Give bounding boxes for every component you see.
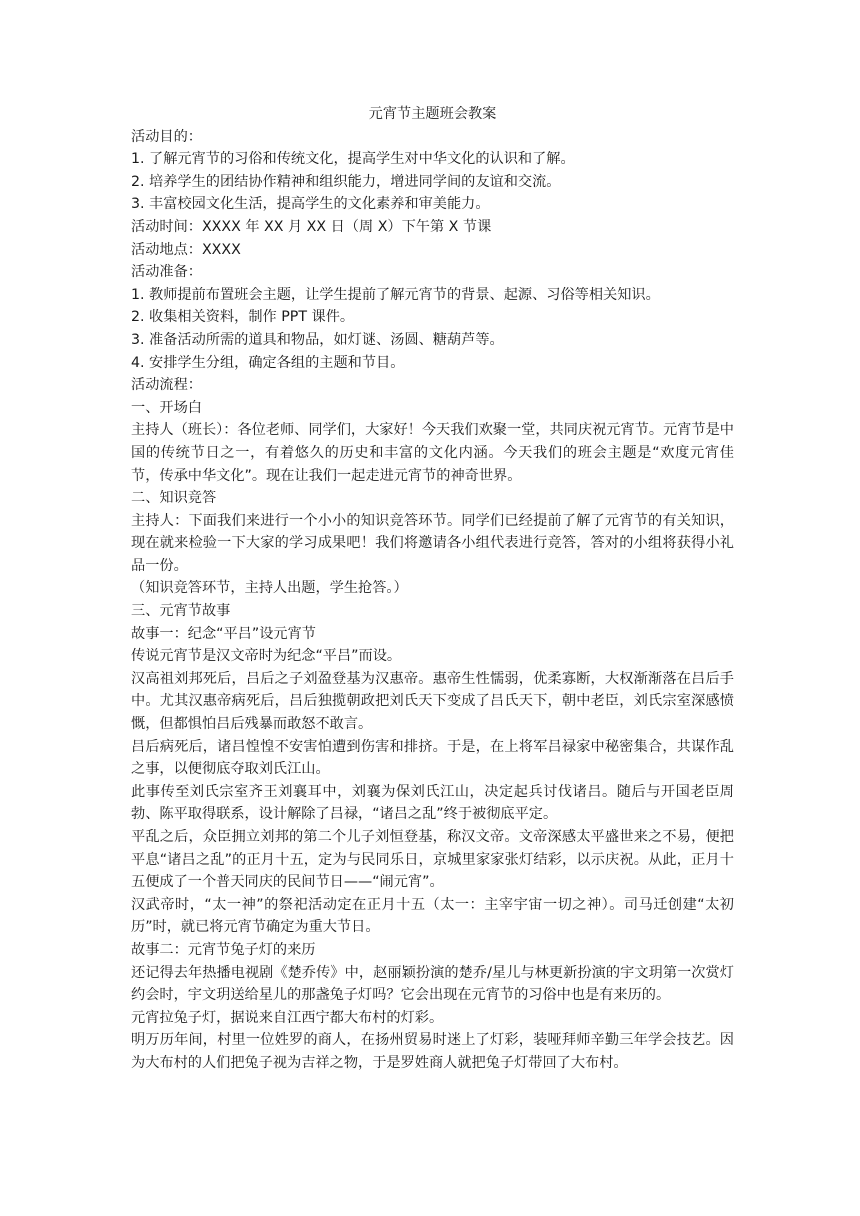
story-paragraph: 吕后病死后，诸吕惶惶不安害怕遭到伤害和排挤。于是，在上将军吕禄家中秘密集合，共谋作乱之事，以便彻底夺取刘氏江山。	[131, 738, 734, 778]
purpose-item: 3. 丰富校园文化生活，提高学生的文化素养和审美能力。	[131, 196, 490, 213]
story-heading: 故事一：纪念“平吕”设元宵节	[131, 625, 316, 642]
section-heading: 三、元宵节故事	[131, 603, 231, 620]
purpose-item: 1. 了解元宵节的习俗和传统文化，提高学生对中华文化的认识和了解。	[131, 151, 575, 168]
flow-heading: 活动流程：	[131, 377, 202, 394]
activity-time: 活动时间：XXXX 年 XX 月 XX 日（周 X）下午第 X 节课	[131, 218, 492, 235]
story-paragraph: 元宵拉兔子灯，据说来自江西宁都大布村的灯彩。	[131, 1009, 444, 1026]
story-paragraph: 平乱之后，众臣拥立刘邦的第二个儿子刘恒登基，称汉文帝。文帝深感太平盛世来之不易，便把平息“诸吕之乱”的正月十五，定为与民同乐日，京城里家家张灯结彩，以示庆祝。从此，正月十五便成了一个普天同庆的民间节日——“闹元宵”。	[131, 829, 734, 891]
purpose-item: 2. 培养学生的团结协作精神和组织能力，增进同学间的友谊和交流。	[131, 173, 561, 190]
document-page	[131, 103, 734, 1075]
section-heading: 一、开场白	[131, 399, 202, 416]
story-paragraph: 此事传至刘氏宗室齐王刘襄耳中，刘襄为保刘氏江山，决定起兵讨伐诸吕。随后与开国老臣周勃、陈平取得联系，设计解除了吕禄，“诸吕之乱”终于被彻底平定。	[131, 783, 734, 823]
prep-item: 4. 安排学生分组，确定各组的主题和节目。	[131, 354, 405, 371]
story-heading: 故事二：元宵节兔子灯的来历	[131, 941, 316, 958]
story-paragraph: 明万历年间，村里一位姓罗的商人，在扬州贸易时迷上了灯彩，装哑拜师辛勤三年学会技艺。因为大布村的人们把兔子视为吉祥之物，于是罗姓商人就把兔子灯带回了大布村。	[131, 1032, 734, 1071]
story-paragraph: 汉高祖刘邦死后，吕后之子刘盈登基为汉惠帝。惠帝生性懦弱，优柔寡断，大权渐渐落在吕后手中。尤其汉惠帝病死后，吕后独揽朝政把刘氏天下变成了吕氏天下，朝中老臣，刘氏宗室深感愤慨，但都惧怕吕后残暴而敢怒不敢言。	[131, 670, 734, 733]
prep-item: 1. 教师提前布置班会主题，让学生提前了解元宵节的背景、起源、习俗等相关知识。	[131, 286, 660, 303]
document-title: 元宵节主题班会教案	[368, 106, 497, 122]
purpose-heading: 活动目的：	[131, 128, 202, 145]
prep-item: 2. 收集相关资料，制作 PPT 课件。	[131, 309, 355, 326]
story-paragraph: 汉武帝时，“太一神”的祭祀活动定在正月十五（太一：主宰宇宙一切之神）。司马迁创建“太初历”时，就已将元宵节确定为重大节日。	[131, 896, 734, 936]
story-paragraph: 还记得去年热播电视剧《楚乔传》中，赵丽颖扮演的楚乔/星儿与林更新扮演的宇文玥第一次赏灯约会时，宇文玥送给星儿的那盏兔子灯吗？它会出现在元宵节的习俗中也是有来历的。	[131, 964, 734, 1004]
prep-item: 3. 准备活动所需的道具和物品，如灯谜、汤圆、糖葫芦等。	[131, 331, 504, 348]
activity-place: 活动地点：XXXX	[131, 241, 241, 258]
quiz-note: （知识竞答环节，主持人出题，学生抢答。）	[131, 580, 408, 597]
quiz-paragraph: 主持人：下面我们来进行一个小小的知识竞答环节。同学们已经提前了解了元宵节的有关知识，现在就来检验一下大家的学习成果吧！我们将邀请各小组代表进行竞答，答对的小组将获得小礼品一份。	[131, 512, 734, 574]
opening-paragraph: 主持人（班长）：各位老师、同学们，大家好！今天我们欢聚一堂，共同庆祝元宵节。元宵节是中国的传统节日之一，有着悠久的历史和丰富的文化内涵。今天我们的班会主题是“欢度元宵佳节，传承中华文化”。现在让我们一起走进元宵节的神奇世界。	[131, 422, 734, 484]
prep-heading: 活动准备：	[131, 264, 202, 281]
story-paragraph: 传说元宵节是汉文帝时为纪念“平吕”而设。	[131, 648, 402, 665]
section-heading: 二、知识竞答	[131, 490, 217, 507]
